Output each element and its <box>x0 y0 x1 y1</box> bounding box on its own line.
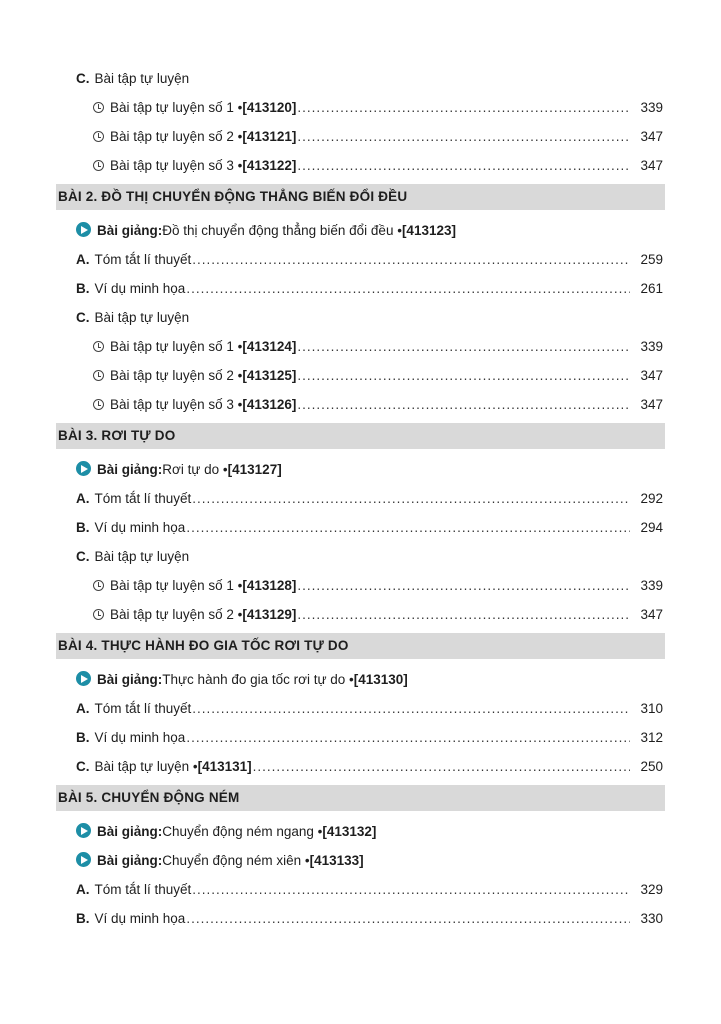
entry-code: [413120] <box>242 100 297 115</box>
toc-entry-lesson[interactable] <box>0 455 721 484</box>
clock-icon <box>93 131 104 142</box>
entry-label: Ví dụ minh họa <box>94 281 186 296</box>
toc-entry[interactable] <box>0 542 721 571</box>
dot-leader <box>297 600 630 629</box>
toc-entry-lesson[interactable] <box>0 817 721 846</box>
toc-entry-exercise[interactable] <box>0 332 721 361</box>
entry-label: Rơi tự do • <box>162 462 228 477</box>
entry-letter: B. <box>76 911 90 926</box>
section-header: BÀI 2. ĐỒ THỊ CHUYỂN ĐỘNG THẲNG BIẾN ĐỔI ĐỀU <box>56 184 665 210</box>
lesson-prefix: Bài giảng: <box>97 824 163 839</box>
dot-leader <box>297 390 630 419</box>
entry-label: Bài tập tự luyện số 2 • <box>110 607 243 622</box>
clock-icon <box>93 580 104 591</box>
page-number: 339 <box>640 100 663 115</box>
entry-label: Bài tập tự luyện số 1 • <box>110 578 243 593</box>
entry-label: Đồ thị chuyển động thẳng biến đổi đều • <box>162 223 402 238</box>
dot-leader <box>192 484 630 513</box>
toc-entry[interactable] <box>0 875 721 904</box>
page-number: 347 <box>640 607 663 622</box>
toc-entry-exercise[interactable] <box>0 151 721 180</box>
entry-code: [413125] <box>242 368 297 383</box>
entry-code: [413130] <box>353 672 408 687</box>
entry-code: [413132] <box>322 824 377 839</box>
lesson-prefix: Bài giảng: <box>97 853 163 868</box>
dot-leader <box>297 361 630 390</box>
toc-entry[interactable] <box>0 303 721 332</box>
table-of-contents <box>0 64 721 933</box>
entry-letter: A. <box>76 491 90 506</box>
toc-entry-exercise[interactable] <box>0 93 721 122</box>
dot-leader <box>297 332 630 361</box>
entry-label: Tóm tắt lí thuyết <box>94 491 192 506</box>
clock-icon <box>93 370 104 381</box>
page-number: 310 <box>640 701 663 716</box>
entry-letter: A. <box>76 252 90 267</box>
toc-entry[interactable] <box>0 245 721 274</box>
entry-code: [413121] <box>242 129 297 144</box>
entry-label: Bài tập tự luyện số 2 • <box>110 368 243 383</box>
toc-entry-lesson[interactable] <box>0 665 721 694</box>
toc-entry[interactable] <box>0 64 721 93</box>
entry-label: Ví dụ minh họa <box>94 911 186 926</box>
toc-entry-exercise[interactable] <box>0 571 721 600</box>
entry-label: Tóm tắt lí thuyết <box>94 252 192 267</box>
entry-code: [413129] <box>242 607 297 622</box>
entry-label: Bài tập tự luyện số 2 • <box>110 129 243 144</box>
entry-letter: A. <box>76 882 90 897</box>
entry-label: Bài tập tự luyện số 3 • <box>110 397 243 412</box>
entry-label: Tóm tắt lí thuyết <box>94 882 192 897</box>
page-number: 347 <box>640 129 663 144</box>
toc-entry-lesson[interactable] <box>0 216 721 245</box>
page-number: 250 <box>640 759 663 774</box>
page-number: 347 <box>640 397 663 412</box>
entry-label: Bài tập tự luyện số 1 • <box>110 339 243 354</box>
clock-icon <box>93 160 104 171</box>
page-number: 339 <box>640 578 663 593</box>
entry-letter: C. <box>76 549 90 564</box>
page-number: 259 <box>640 252 663 267</box>
page-number: 261 <box>640 281 663 296</box>
dot-leader <box>186 723 630 752</box>
entry-label: Bài tập tự luyện • <box>94 759 198 774</box>
toc-entry-lesson[interactable] <box>0 846 721 875</box>
lesson-prefix: Bài giảng: <box>97 223 163 238</box>
page-number: 347 <box>640 158 663 173</box>
lesson-prefix: Bài giảng: <box>97 672 163 687</box>
dot-leader <box>186 513 630 542</box>
entry-label: Bài tập tự luyện <box>94 549 190 564</box>
entry-code: [413127] <box>227 462 282 477</box>
page-number: 330 <box>640 911 663 926</box>
entry-letter: B. <box>76 730 90 745</box>
entry-label: Bài tập tự luyện số 3 • <box>110 158 243 173</box>
page-number: 329 <box>640 882 663 897</box>
clock-icon <box>93 102 104 113</box>
entry-letter: C. <box>76 310 90 325</box>
toc-entry[interactable] <box>0 723 721 752</box>
page-number: 312 <box>640 730 663 745</box>
dot-leader <box>297 122 630 151</box>
section-header: BÀI 4. THỰC HÀNH ĐO GIA TỐC RƠI TỰ DO <box>56 633 665 659</box>
clock-icon <box>93 399 104 410</box>
entry-label: Ví dụ minh họa <box>94 730 186 745</box>
toc-entry[interactable] <box>0 904 721 933</box>
entry-letter: C. <box>76 759 90 774</box>
page-number: 292 <box>640 491 663 506</box>
dot-leader <box>297 571 630 600</box>
toc-entry[interactable] <box>0 274 721 303</box>
toc-entry-exercise[interactable] <box>0 122 721 151</box>
entry-label: Tóm tắt lí thuyết <box>94 701 192 716</box>
page-number: 339 <box>640 339 663 354</box>
dot-leader <box>297 151 630 180</box>
dot-leader <box>186 904 630 933</box>
entry-label: Bài tập tự luyện số 1 • <box>110 100 243 115</box>
dot-leader <box>297 93 630 122</box>
toc-entry[interactable] <box>0 484 721 513</box>
clock-icon <box>93 609 104 620</box>
dot-leader <box>186 274 630 303</box>
entry-code: [413126] <box>242 397 297 412</box>
section-header: BÀI 5. CHUYỂN ĐỘNG NÉM <box>56 785 665 811</box>
entry-code: [413124] <box>242 339 297 354</box>
dot-leader <box>253 752 630 781</box>
page-number: 294 <box>640 520 663 535</box>
entry-letter: A. <box>76 701 90 716</box>
entry-label: Thực hành đo gia tốc rơi tự do • <box>162 672 354 687</box>
dot-leader <box>192 875 630 904</box>
entry-code: [413133] <box>309 853 364 868</box>
dot-leader <box>192 245 630 274</box>
play-icon <box>76 823 91 838</box>
entry-letter: B. <box>76 281 90 296</box>
entry-label: Chuyển động ném ngang • <box>162 824 323 839</box>
entry-label: Bài tập tự luyện <box>94 310 190 325</box>
entry-code: [413122] <box>242 158 297 173</box>
toc-entry[interactable] <box>0 694 721 723</box>
dot-leader <box>192 694 630 723</box>
entry-letter: B. <box>76 520 90 535</box>
toc-entry[interactable] <box>0 513 721 542</box>
entry-letter: C. <box>76 71 90 86</box>
play-icon <box>76 222 91 237</box>
section-header: BÀI 3. RƠI TỰ DO <box>56 423 665 449</box>
clock-icon <box>93 341 104 352</box>
toc-entry-exercise[interactable] <box>0 361 721 390</box>
play-icon <box>76 671 91 686</box>
entry-code: [413128] <box>242 578 297 593</box>
entry-label: Bài tập tự luyện <box>94 71 190 86</box>
lesson-prefix: Bài giảng: <box>97 462 163 477</box>
toc-entry-exercise[interactable] <box>0 390 721 419</box>
entry-code: [413131] <box>197 759 252 774</box>
toc-entry[interactable] <box>0 752 721 781</box>
play-icon <box>76 461 91 476</box>
play-icon <box>76 852 91 867</box>
toc-entry-exercise[interactable] <box>0 600 721 629</box>
entry-code: [413123] <box>401 223 456 238</box>
entry-label: Chuyển động ném xiên • <box>162 853 310 868</box>
entry-label: Ví dụ minh họa <box>94 520 186 535</box>
page-number: 347 <box>640 368 663 383</box>
